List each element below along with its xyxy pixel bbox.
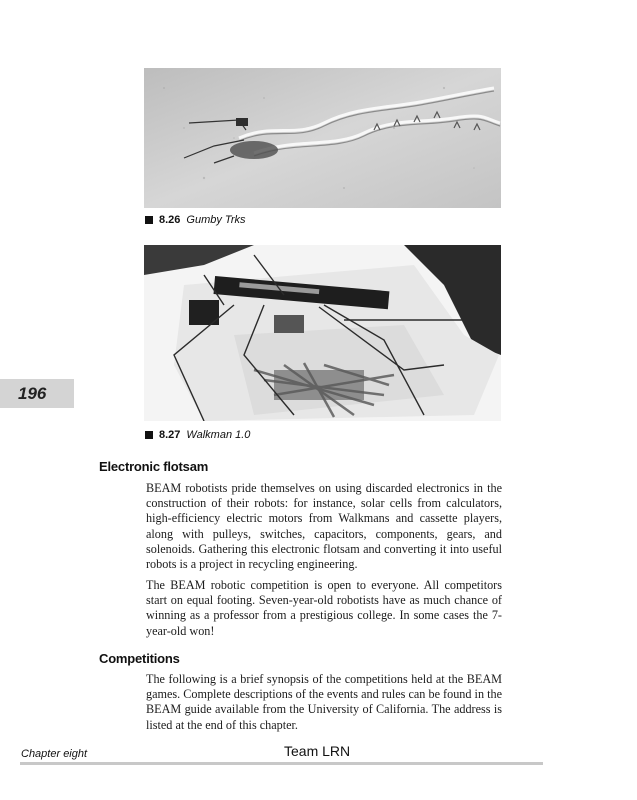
page-number: 196 [18,383,47,403]
paragraph-competitions-1: The following is a brief synopsis of the competitions held at the BEAM games. Complete descriptions of the events and rules can be found in the BEAM guide available from the University of California. The address is listed at the end of this chapter. [146,672,502,732]
paragraph-flotsam-1: BEAM robotists pride themselves on using discarded electronics in the construction of their robots: for instance, solar cells from calculators, high-efficiency electric motors from Walkmans and cassette players, along with pulleys, switches, capacitors, components, gears, and solenoids. Gathering this electronic flotsam and converting it into useful robots is a project in recycling engineering. [146,481,502,572]
caption-bullet [145,216,153,224]
figure-caption-8-27 [145,429,250,441]
footer-divider [20,762,543,765]
paragraph-flotsam-2: The BEAM robotic competition is open to everyone. All competitors start on equal footing. Seven-year-old robotists have as much chance of winning as a professor from a prestigious college. In some cases the 7-year-old won! [146,578,502,638]
footer-chapter-label: Chapter eight [21,748,88,760]
page-number-tab [0,379,74,408]
caption-title: Walkman 1.0 [186,429,251,441]
footer-watermark: Team LRN [284,743,351,759]
figure-caption-8-26 [145,214,246,226]
caption-bullet [145,431,153,439]
section-heading-competitions: Competitions [99,651,180,666]
caption-title: Gumby Trks [186,214,246,226]
section-heading-electronic-flotsam: Electronic flotsam [99,459,209,474]
caption-number: 8.26 [159,214,181,226]
figure-gumby-trks-image [144,68,501,208]
caption-number: 8.27 [159,429,181,441]
figure-walkman-image [144,245,501,421]
